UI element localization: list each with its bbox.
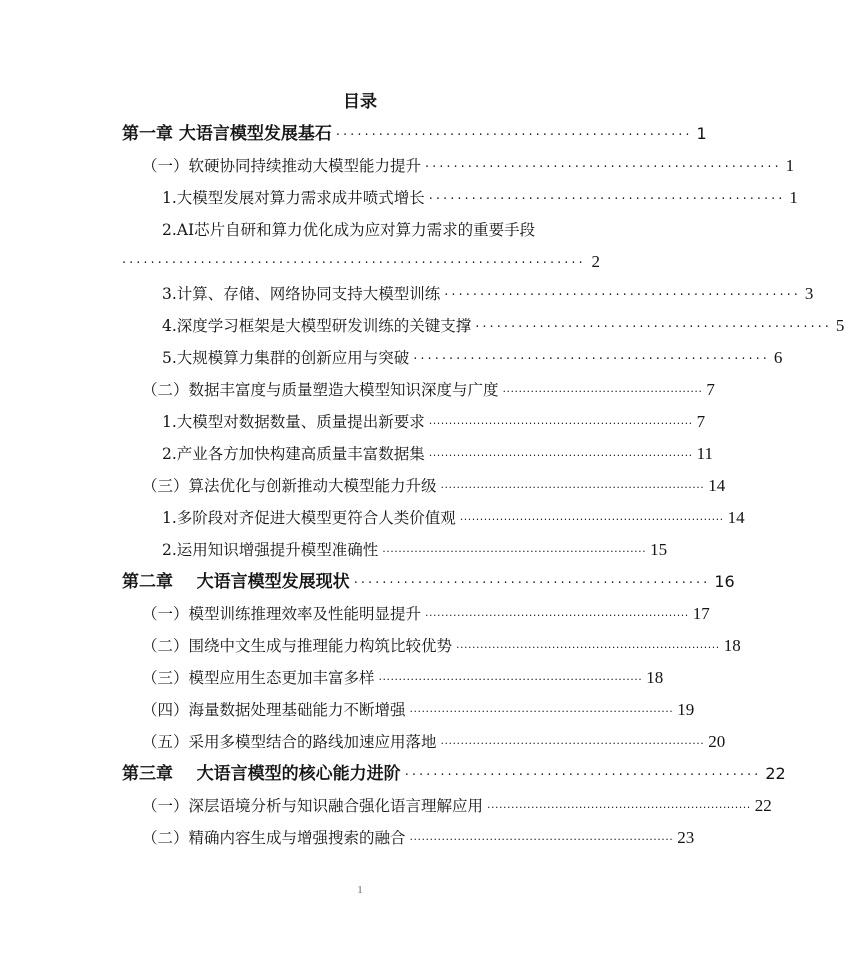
toc-entry-page: 7 [696, 412, 706, 431]
toc-entry[interactable] [142, 470, 726, 502]
page-number: 1 [357, 884, 363, 896]
toc-entry[interactable] [142, 630, 741, 662]
dot-leader: ·································································· [425, 609, 689, 622]
toc-heading: 目录 [343, 92, 377, 112]
toc-entry-page: 17 [692, 604, 710, 623]
toc-entry[interactable] [162, 182, 798, 214]
dot-leader: ·································································· [459, 513, 724, 526]
toc-entry-title: 1.大模型发展对算力需求成井喷式增长 [162, 189, 425, 207]
toc-entry[interactable] [162, 278, 814, 310]
dot-leader: ································································· [122, 256, 586, 271]
table-of-contents [0, 118, 844, 858]
dot-leader: ·································································· [382, 545, 647, 558]
toc-entry-title: 2.AI芯片自研和算力优化成为应对算力需求的重要手段 [162, 221, 536, 239]
toc-entry[interactable] [142, 598, 710, 630]
dot-leader: ·································································· [428, 417, 693, 430]
toc-entry[interactable] [162, 310, 844, 342]
dot-leader: ·················································· [413, 352, 770, 367]
toc-entry[interactable] [162, 534, 668, 566]
toc-entry-page: 18 [723, 636, 741, 655]
toc-entry[interactable] [162, 438, 713, 470]
toc-entry-title: 1.大模型对数据数量、质量提出新要求 [162, 413, 425, 431]
toc-entry[interactable] [142, 374, 715, 406]
toc-entry-page: 14 [708, 476, 726, 495]
toc-entry-page: 20 [708, 732, 726, 751]
dot-leader: ·················································· [353, 576, 711, 591]
toc-entry-title: 3.计算、存储、网络协同支持大模型训练 [162, 285, 441, 303]
toc-entry-continuation[interactable] [122, 246, 600, 278]
toc-entry[interactable] [142, 694, 695, 726]
toc-entry-title: 第一章 大语言模型发展基石 [122, 124, 332, 144]
toc-entry-page: 18 [646, 668, 664, 687]
dot-leader: ·················································· [335, 128, 693, 143]
toc-entry-title: （一）模型训练推理效率及性能明显提升 [142, 605, 422, 623]
toc-entry-title: （二）数据丰富度与质量塑造大模型知识深度与广度 [142, 381, 499, 399]
toc-entry-page: 1 [785, 156, 795, 175]
dot-leader: ·································································· [378, 673, 643, 686]
toc-entry-page: 5 [835, 316, 844, 335]
toc-entry-page: 16 [714, 572, 735, 591]
toc-entry-title: （四）海量数据处理基础能力不断增强 [142, 701, 406, 719]
toc-entry-title: （一）深层语境分析与知识融合强化语言理解应用 [142, 797, 484, 815]
toc-entry-title: 5.大规模算力集群的创新应用与突破 [162, 349, 410, 367]
toc-entry-title: 第三章 大语言模型的核心能力进阶 [122, 764, 401, 784]
dot-leader: ·················································· [428, 192, 786, 207]
toc-entry[interactable] [122, 118, 707, 150]
toc-entry-title: （三）模型应用生态更加丰富多样 [142, 669, 375, 687]
toc-entry-page: 22 [765, 764, 786, 783]
dot-leader: ·················································· [444, 288, 801, 303]
toc-entry-page: 22 [754, 796, 772, 815]
toc-entry-page: 6 [773, 348, 783, 367]
toc-entry-page: 3 [804, 284, 814, 303]
toc-entry[interactable] [142, 662, 664, 694]
toc-entry-page: 11 [696, 444, 713, 463]
toc-entry-page: 1 [696, 124, 707, 143]
dot-leader: ·················································· [502, 385, 703, 398]
toc-entry[interactable] [142, 822, 695, 854]
dot-leader: ·································································· [409, 833, 674, 846]
toc-entry-title: 1.多阶段对齐促进大模型更符合人类价值观 [162, 509, 456, 527]
toc-entry[interactable] [162, 406, 706, 438]
toc-entry-page: 1 [789, 188, 798, 207]
dot-leader: ·································································· [456, 641, 720, 654]
dot-leader: ·································································· [487, 801, 751, 814]
dot-leader: ·································································· [428, 449, 693, 462]
toc-entry[interactable] [162, 342, 783, 374]
toc-entry-page: 2 [591, 252, 600, 271]
dot-leader: ·································································· [409, 705, 674, 718]
toc-entry-title: 第二章 大语言模型发展现状 [122, 572, 350, 592]
dot-leader: ·················································· [404, 768, 762, 783]
toc-entry-page: 23 [677, 828, 695, 847]
toc-entry-title: （一）软硬协同持续推动大模型能力提升 [142, 157, 422, 175]
toc-entry[interactable] [122, 758, 786, 790]
dot-leader: ·································································· [440, 481, 705, 494]
toc-entry-page: 14 [727, 508, 745, 527]
toc-entry[interactable] [142, 150, 795, 182]
dot-leader: ·································································· [440, 737, 705, 750]
toc-entry-title: 2.产业各方加快构建高质量丰富数据集 [162, 445, 425, 463]
toc-entry-page: 19 [677, 700, 695, 719]
toc-entry[interactable] [142, 790, 772, 822]
toc-entry[interactable] [122, 566, 735, 598]
toc-entry-title: （二）围绕中文生成与推理能力构筑比较优势 [142, 637, 453, 655]
toc-entry-title: 4.深度学习框架是大模型研发训练的关键支撑 [162, 317, 472, 335]
toc-entry-title: 2.运用知识增强提升模型准确性 [162, 541, 379, 559]
dot-leader: ·················································· [425, 160, 782, 175]
toc-entry[interactable] [142, 726, 726, 758]
toc-entry[interactable] [162, 502, 745, 534]
dot-leader: ·················································· [475, 320, 832, 335]
toc-entry-title: （二）精确内容生成与增强搜索的融合 [142, 829, 406, 847]
toc-entry-title: （三）算法优化与创新推动大模型能力升级 [142, 477, 437, 495]
toc-entry-title: （五）采用多模型结合的路线加速应用落地 [142, 733, 437, 751]
toc-entry-page: 15 [650, 540, 668, 559]
toc-entry[interactable] [162, 214, 600, 246]
toc-entry-page: 7 [706, 380, 715, 399]
